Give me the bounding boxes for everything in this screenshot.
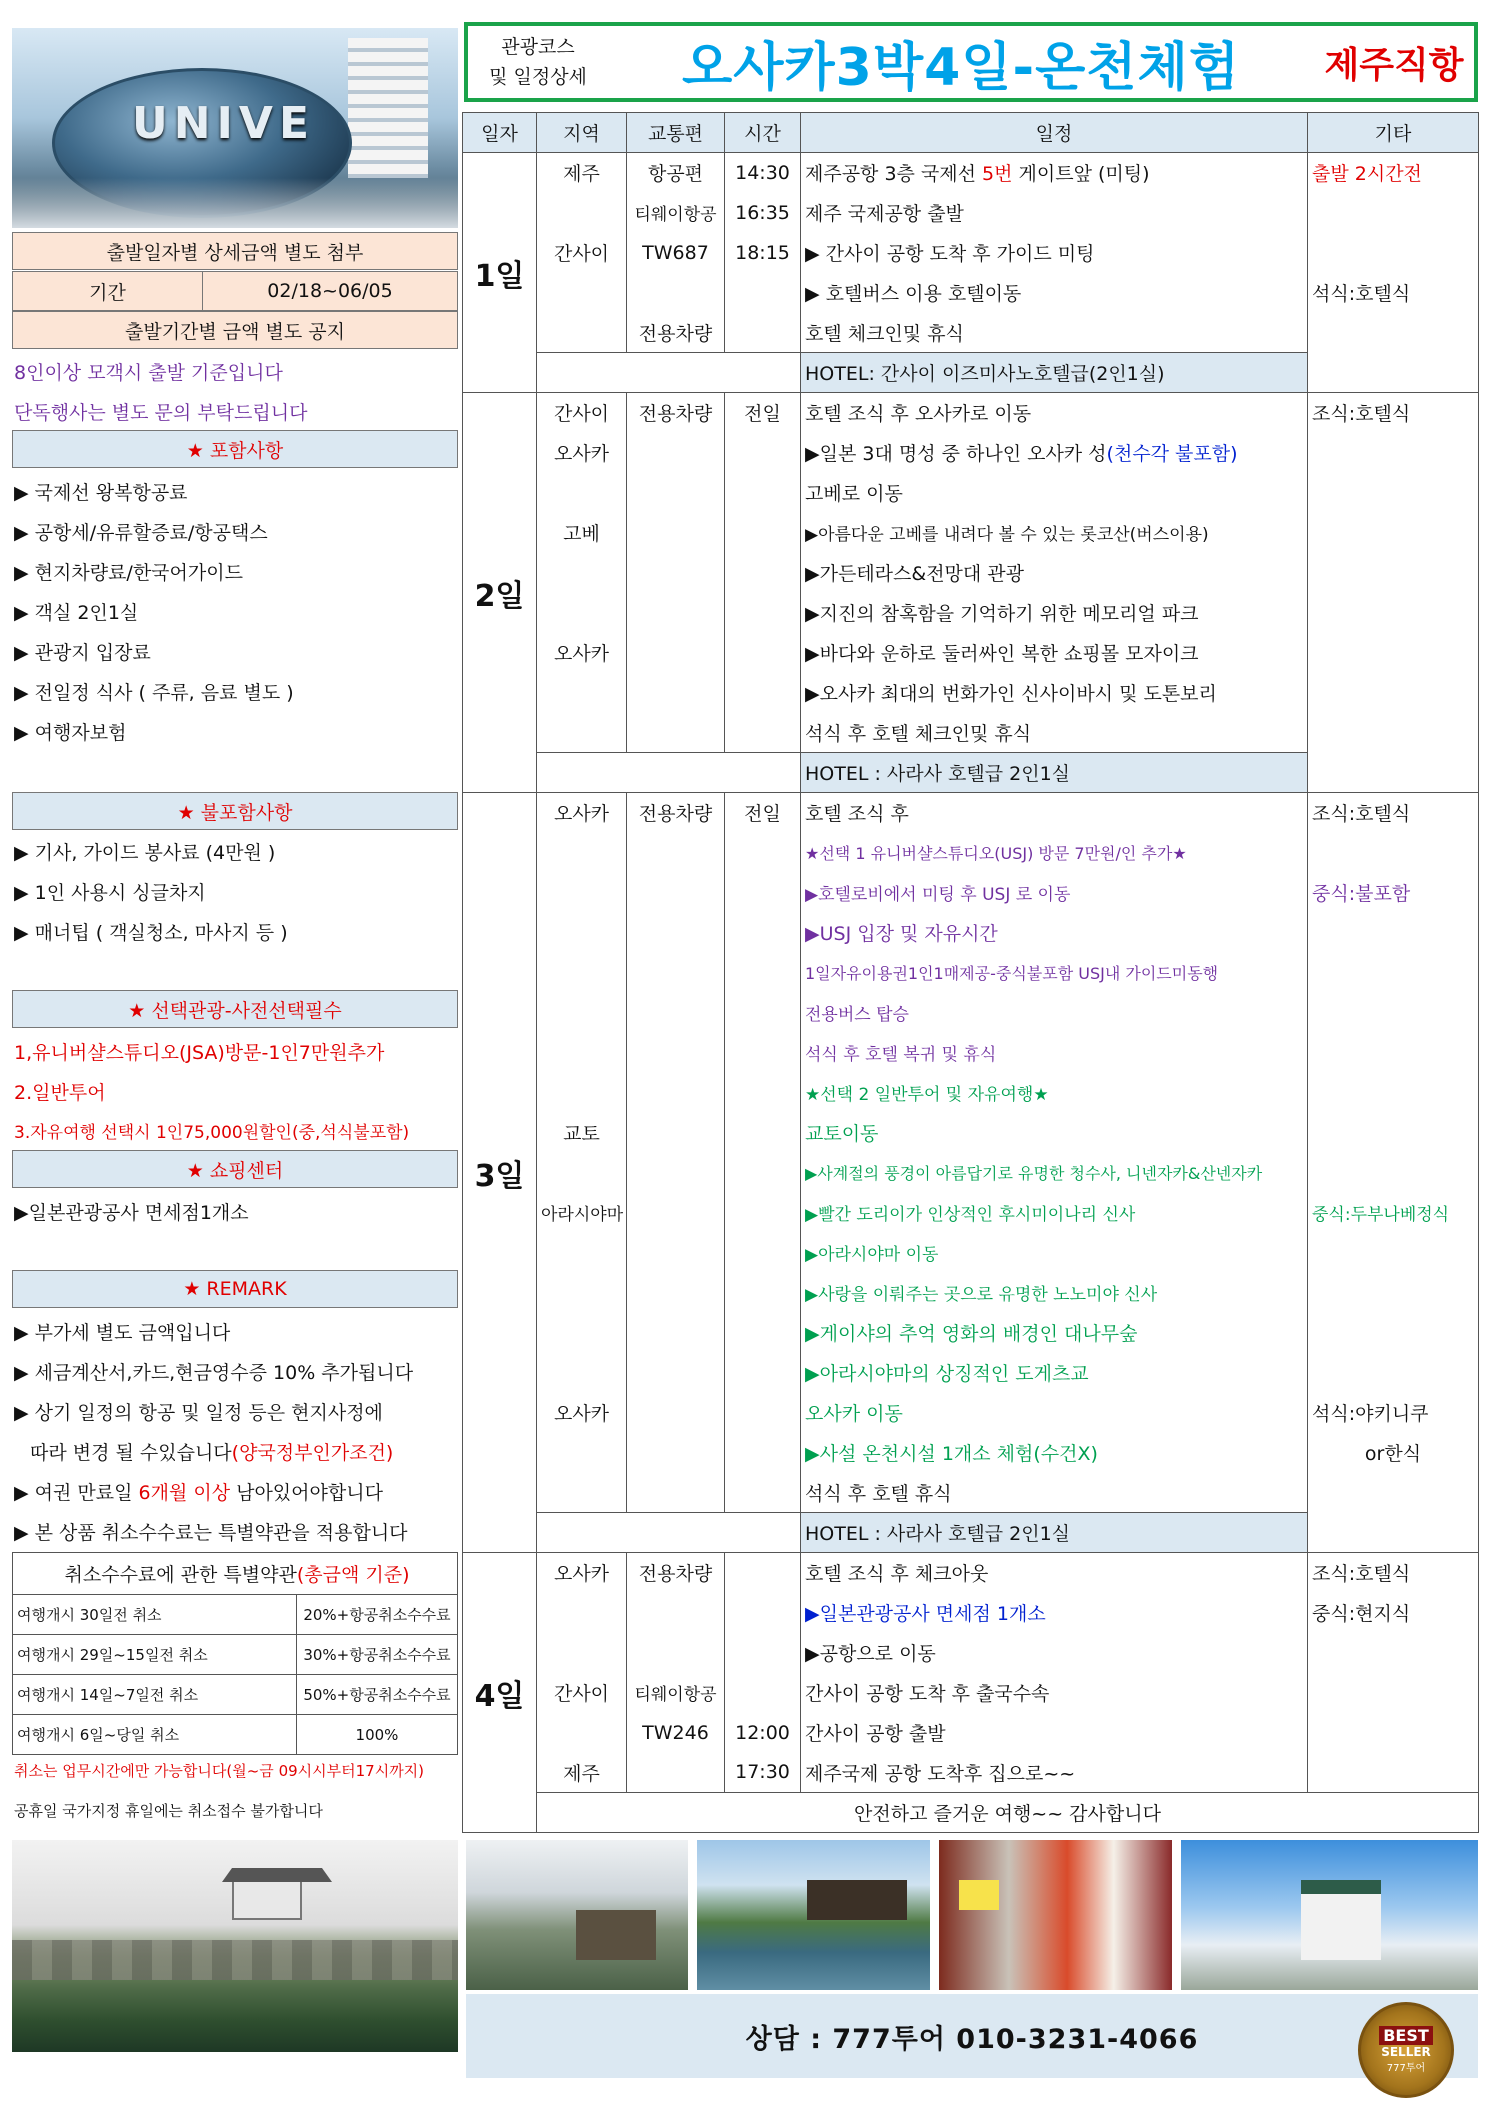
hotel-info: HOTEL : 사라사 호텔급 2인1실 (801, 753, 1308, 793)
cancel-period: 여행개시 29일~15일전 취소 (13, 1635, 297, 1675)
table-row (463, 433, 1479, 473)
cancel-hours-note: 취소는 업무시간에만 가능합니다(월~금 09시시부터17시까지) (14, 1762, 425, 1780)
hotel-row (463, 1513, 1479, 1553)
etc-cell: 조식:호텔식 (1308, 393, 1479, 433)
region-cell: 간사이 (537, 233, 627, 273)
etc-cell: or한식 (1308, 1433, 1479, 1473)
day-label: 3일 (463, 793, 537, 1553)
table-row (13, 1595, 458, 1635)
table-row (13, 1715, 458, 1755)
table-row (463, 833, 1479, 873)
remark-item: ▶ 세금계산서,카드,현금영수증 10% 추가됩니다 (14, 1362, 414, 1384)
time-cell: 전일 (725, 393, 801, 433)
etc-cell: 석식:호텔식 (1308, 273, 1479, 313)
osaka-castle-moat-photo (12, 1840, 458, 2052)
closing-row (463, 1793, 1479, 1833)
table-row (463, 233, 1479, 273)
cancel-period: 여행개시 14일~7일전 취소 (13, 1675, 297, 1715)
etc-cell: 조식:호텔식 (1308, 1553, 1479, 1593)
col-header-day: 일자 (463, 113, 537, 153)
table-row (463, 1073, 1479, 1113)
optional-tour-title: ★ 선택관광-사전선택필수 (12, 990, 458, 1028)
plan-cell: ▶사설 온천시설 1개소 체험(수건X) (801, 1433, 1308, 1473)
period-row (12, 271, 458, 311)
dotonbori-street-photo (939, 1840, 1172, 1990)
hotel-row (463, 753, 1479, 793)
period-value: 02/18~06/05 (267, 280, 393, 302)
included-title: ★ 포함사항 (12, 430, 458, 468)
included-item: ▶ 국제선 왕복항공료 (14, 482, 188, 504)
remark-title: ★ REMARK (12, 1270, 458, 1308)
table-row (463, 953, 1479, 993)
table-row (463, 513, 1479, 553)
transport-cell: 전용차량 (627, 313, 725, 353)
region-cell: 오사카 (537, 793, 627, 833)
plan-cell (801, 153, 1308, 193)
globe-sign: UNIVE (132, 98, 316, 149)
castle-turret-shape (232, 1880, 302, 1920)
holiday-note: 공휴일 국가지정 휴일에는 취소접수 불가합니다 (14, 1802, 323, 1820)
cancel-fee-table (12, 1552, 458, 1755)
col-header-time: 시간 (725, 113, 801, 153)
hotel-info: HOTEL : 사라사 호텔급 2인1실 (801, 1513, 1308, 1553)
excluded-item: ▶ 1인 사용시 싱글차지 (14, 882, 206, 904)
remark-highlight: 6개월 이상 (138, 1482, 231, 1504)
region-cell: 제주 (537, 1753, 627, 1793)
price-notice: 출발기간별 금액 별도 공지 (12, 311, 458, 349)
plan-cell: ▶일본관광공사 면세점 1개소 (801, 1593, 1308, 1633)
plan-cell: ▶게이샤의 추억 영화의 배경인 대나무숲 (801, 1313, 1308, 1353)
cancel-fee: 100% (297, 1715, 458, 1755)
page-title: 오사카3박4일-온천체험 (681, 37, 1241, 98)
shopping-item: ▶일본관광공사 면세점1개소 (14, 1202, 249, 1224)
time-cell: 17:30 (725, 1753, 801, 1793)
table-row (463, 473, 1479, 513)
plan-cell: ▶사랑을 이뤄주는 곳으로 유명한 노노미야 신사 (801, 1273, 1308, 1313)
table-row (463, 673, 1479, 713)
table-row (463, 633, 1479, 673)
remark-item: ▶ 상기 일정의 항공 및 일정 등은 현지사정에 (14, 1402, 383, 1424)
transport-cell: 전용차량 (627, 393, 725, 433)
badge-text: 777투어 (1386, 2063, 1426, 2074)
cancel-fee-title-basis: (총금액 기준) (296, 1564, 410, 1586)
signboard-shape (959, 1880, 999, 1910)
region-cell: 아라시야마 (537, 1193, 627, 1233)
cancel-fee-title (13, 1553, 458, 1595)
plan-cell: 호텔 체크인및 휴식 (801, 313, 1308, 353)
table-row (463, 1313, 1479, 1353)
plan-cell: 교토이동 (801, 1113, 1308, 1153)
included-item: ▶ 여행자보험 (14, 722, 127, 744)
plan-cell: 제주 국제공항 출발 (801, 193, 1308, 233)
etc-cell: 중식:두부나베정식 (1308, 1193, 1479, 1233)
plan-cell: ▶사계절의 풍경이 아름답기로 유명한 청수사, 니넨자카&산넨자카 (801, 1153, 1308, 1193)
table-row (463, 593, 1479, 633)
departure-badge: 제주직항 (1324, 44, 1464, 86)
plan-cell: 제주국제 공항 도착후 집으로~~ (801, 1753, 1308, 1793)
cancel-period: 여행개시 6일~당일 취소 (13, 1715, 297, 1755)
region-cell: 교토 (537, 1113, 627, 1153)
time-cell: 18:15 (725, 233, 801, 273)
plan-cell: 호텔 조식 후 오사카로 이동 (801, 393, 1308, 433)
remark-item (30, 1438, 393, 1465)
col-header-transport: 교통편 (627, 113, 725, 153)
table-row (463, 1593, 1479, 1633)
etc-cell (1308, 153, 1479, 193)
table-row (463, 1193, 1479, 1233)
cancel-fee: 20%+항공취소수수료 (297, 1595, 458, 1635)
cancel-fee: 50%+항공취소수수료 (297, 1675, 458, 1715)
etc-cell: 조식:호텔식 (1308, 793, 1479, 833)
table-row (13, 1635, 458, 1675)
closing-message: 안전하고 즐거운 여행~~ 감사합니다 (537, 1793, 1479, 1833)
plan-cell: ▶아름다운 고베를 내려다 볼 수 있는 롯코산(버스이용) (801, 513, 1308, 553)
time-cell: 16:35 (725, 193, 801, 233)
castle-shape (1301, 1880, 1381, 1960)
excluded-item: ▶ 기사, 가이드 봉사료 (4만원 ) (14, 842, 276, 864)
plan-cell: 1일자유이용권1인1매제공-중식불포함 USJ내 가이드미동행 (801, 953, 1308, 993)
included-item: ▶ 공항세/유류할증료/항공택스 (14, 522, 268, 544)
table-row (463, 1673, 1479, 1713)
region-cell: 오사카 (537, 633, 627, 673)
house-shape (576, 1910, 656, 1960)
table-row (463, 273, 1479, 313)
table-row (463, 553, 1479, 593)
table-row (463, 193, 1479, 233)
plan-cell: 석식 후 호텔 복귀 및 휴식 (801, 1033, 1308, 1073)
plan-cell: ▶ 호텔버스 이용 호텔이동 (801, 273, 1308, 313)
table-row (463, 713, 1479, 753)
transport-cell: 티웨이항공 (627, 193, 725, 233)
region-cell: 간사이 (537, 393, 627, 433)
region-cell: 고베 (537, 513, 627, 553)
plan-cell: ▶ 간사이 공항 도착 후 가이드 미팅 (801, 233, 1308, 273)
included-item: ▶ 현지차량료/한국어가이드 (14, 562, 243, 584)
optional-item: 2.일반투어 (14, 1082, 106, 1104)
title-bar (464, 22, 1478, 102)
table-row (463, 1433, 1479, 1473)
plan-cell: 전용버스 탑승 (801, 993, 1308, 1033)
title-subtitle (468, 32, 608, 92)
col-header-plan: 일정 (801, 113, 1308, 153)
included-item: ▶ 전일정 식사 ( 주류, 음료 별도 ) (14, 682, 294, 704)
etc-cell: 중식:불포함 (1308, 873, 1479, 913)
subtitle-line: 및 일정상세 (489, 66, 587, 88)
plan-cell: ▶USJ 입장 및 자유시간 (801, 913, 1308, 953)
table-row (463, 1153, 1479, 1193)
remark-item (14, 1478, 383, 1505)
plan-text: 게이트앞 (미팅) (1012, 163, 1150, 186)
table-row (463, 1393, 1479, 1433)
remark-item: ▶ 부가세 별도 금액입니다 (14, 1322, 231, 1344)
table-row (463, 1033, 1479, 1073)
plan-text: 제주공항 3층 국제선 (805, 163, 983, 186)
etc-cell: 중식:현지식 (1308, 1593, 1479, 1633)
table-row (463, 1633, 1479, 1673)
transport-cell: 항공편 (627, 153, 725, 193)
day-label: 2일 (463, 393, 537, 793)
plan-cell: ▶오사카 최대의 번화가인 신사이바시 및 도톤보리 (801, 673, 1308, 713)
hotel-row (463, 353, 1479, 393)
table-row (463, 873, 1479, 913)
table-row (463, 313, 1479, 353)
plan-cell: ▶빨간 도리이가 인상적인 후시미이나리 신사 (801, 1193, 1308, 1233)
remark-item: ▶ 본 상품 취소수수료는 특별약관을 적용합니다 (14, 1522, 408, 1544)
transport-cell: TW246 (627, 1713, 725, 1753)
transport-cell: TW687 (627, 233, 725, 273)
table-row (463, 153, 1479, 193)
plan-cell: ★선택 1 유니버샬스튜디오(USJ) 방문 7만원/인 추가★ (801, 833, 1308, 873)
plan-cell: 호텔 조식 후 (801, 793, 1308, 833)
region-cell: 오사카 (537, 1553, 627, 1593)
plan-cell: 호텔 조식 후 체크아웃 (801, 1553, 1308, 1593)
table-row (463, 793, 1479, 833)
plan-cell (801, 433, 1308, 473)
remark-text: 남아있어야합니다 (230, 1482, 383, 1504)
transport-cell: 전용차량 (627, 1553, 725, 1593)
plan-cell: ▶아라시야마의 상징적인 도게츠교 (801, 1353, 1308, 1393)
table-header-row (463, 113, 1479, 153)
table-row (463, 993, 1479, 1033)
included-item: ▶ 관광지 입장료 (14, 642, 151, 664)
table-row (463, 1273, 1479, 1313)
table-row (463, 1713, 1479, 1753)
cancel-period: 여행개시 30일전 취소 (13, 1595, 297, 1635)
table-row (463, 913, 1479, 953)
mountain-village-photo (466, 1840, 688, 1990)
etc-cell: 석식:야키니쿠 (1308, 1393, 1479, 1433)
table-row (463, 1473, 1479, 1513)
building-shape (807, 1880, 907, 1920)
private-tour-note: 단독행사는 별도 문의 부탁드립니다 (14, 402, 308, 424)
table-row (463, 1233, 1479, 1273)
time-cell: 14:30 (725, 153, 801, 193)
universal-studios-photo (12, 28, 458, 228)
table-row (463, 1553, 1479, 1593)
plan-cell: 간사이 공항 도착 후 출국수속 (801, 1673, 1308, 1713)
contact-bar: 상담 : 777투어 010-3231-4066 (466, 1994, 1478, 2078)
table-row (463, 1353, 1479, 1393)
plan-cell: ★선택 2 일반투어 및 자유여행★ (801, 1073, 1308, 1113)
plan-cell: 오사카 이동 (801, 1393, 1308, 1433)
excluded-title: ★ 불포함사항 (12, 792, 458, 830)
time-cell: 전일 (725, 793, 801, 833)
region-cell: 제주 (537, 153, 627, 193)
region-cell: 간사이 (537, 1673, 627, 1713)
region-cell: 오사카 (537, 1393, 627, 1433)
price-note: 출발일자별 상세금액 별도 첨부 (12, 232, 458, 270)
plan-cell: ▶바다와 운하로 둘러싸인 복한 쇼핑몰 모자이크 (801, 633, 1308, 673)
included-item: ▶ 객실 2인1실 (14, 602, 139, 624)
plan-cell: ▶호텔로비에서 미팅 후 USJ 로 이동 (801, 873, 1308, 913)
plan-cell: 고베로 이동 (801, 473, 1308, 513)
remark-text: 따라 변경 될 수있습니다 (30, 1442, 232, 1464)
plan-text: ▶일본 3대 명성 중 하나인 오사카 성 (805, 443, 1107, 465)
optional-item: 3.자유여행 선택시 1인75,000원할인(중,석식불포함) (14, 1123, 410, 1143)
cancel-fee: 30%+항공취소수수료 (297, 1635, 458, 1675)
stone-wall-shape (12, 1940, 458, 1980)
plan-cell: 석식 후 호텔 휴식 (801, 1473, 1308, 1513)
plan-cell: ▶지진의 참혹함을 기억하기 위한 메모리얼 파크 (801, 593, 1308, 633)
table-row (463, 1113, 1479, 1153)
hotel-info: HOTEL: 간사이 이즈미사노호텔급(2인1실) (801, 353, 1308, 393)
itinerary-table (462, 112, 1479, 1833)
period-label: 기간 (13, 272, 203, 310)
region-cell: 오사카 (537, 433, 627, 473)
day-label: 4일 (463, 1553, 537, 1833)
excluded-item: ▶ 매너팁 ( 객실청소, 마사지 등 ) (14, 922, 288, 944)
plan-cell: ▶가든테라스&전망대 관광 (801, 553, 1308, 593)
osaka-castle-photo (1181, 1840, 1478, 1990)
badge-text: BEST (1379, 2026, 1433, 2045)
table-row (13, 1675, 458, 1715)
subtitle-line: 관광코스 (501, 36, 575, 58)
minimum-note: 8인이상 모객시 출발 기준입니다 (14, 362, 283, 384)
transport-cell: 티웨이항공 (627, 1673, 725, 1713)
table-row (463, 393, 1479, 433)
best-seller-badge-icon (1358, 2002, 1454, 2098)
cancel-fee-title-text: 취소수수료에 관한 특별약관 (64, 1564, 297, 1586)
time-cell: 12:00 (725, 1713, 801, 1753)
etc-text: 2시간전 (1354, 163, 1422, 186)
etc-text: 출발 (1312, 163, 1355, 186)
transport-cell: 전용차량 (627, 793, 725, 833)
arashiyama-river-photo (697, 1840, 930, 1990)
remark-text: ▶ 여권 만료일 (14, 1482, 139, 1504)
plan-cell: 석식 후 호텔 체크인및 휴식 (801, 713, 1308, 753)
table-row (463, 1753, 1479, 1793)
day-label: 1일 (463, 153, 537, 393)
fog-shape (12, 178, 458, 228)
plan-cell: 간사이 공항 출발 (801, 1713, 1308, 1753)
plan-cell: ▶공항으로 이동 (801, 1633, 1308, 1673)
remark-highlight: (양국정부인가조건) (231, 1442, 394, 1464)
plan-cell: ▶아라시야마 이동 (801, 1233, 1308, 1273)
shopping-title: ★ 쇼핑센터 (12, 1150, 458, 1188)
gate-number: 5번 (982, 163, 1013, 186)
optional-item: 1,유니버샬스튜디오(JSA)방문-1인7만원추가 (14, 1042, 385, 1064)
badge-text: SELLER (1381, 2045, 1431, 2059)
hotel-tower-shape (348, 38, 428, 178)
col-header-etc: 기타 (1308, 113, 1479, 153)
plan-highlight: (천수각 불포함) (1106, 443, 1238, 465)
col-header-region: 지역 (537, 113, 627, 153)
